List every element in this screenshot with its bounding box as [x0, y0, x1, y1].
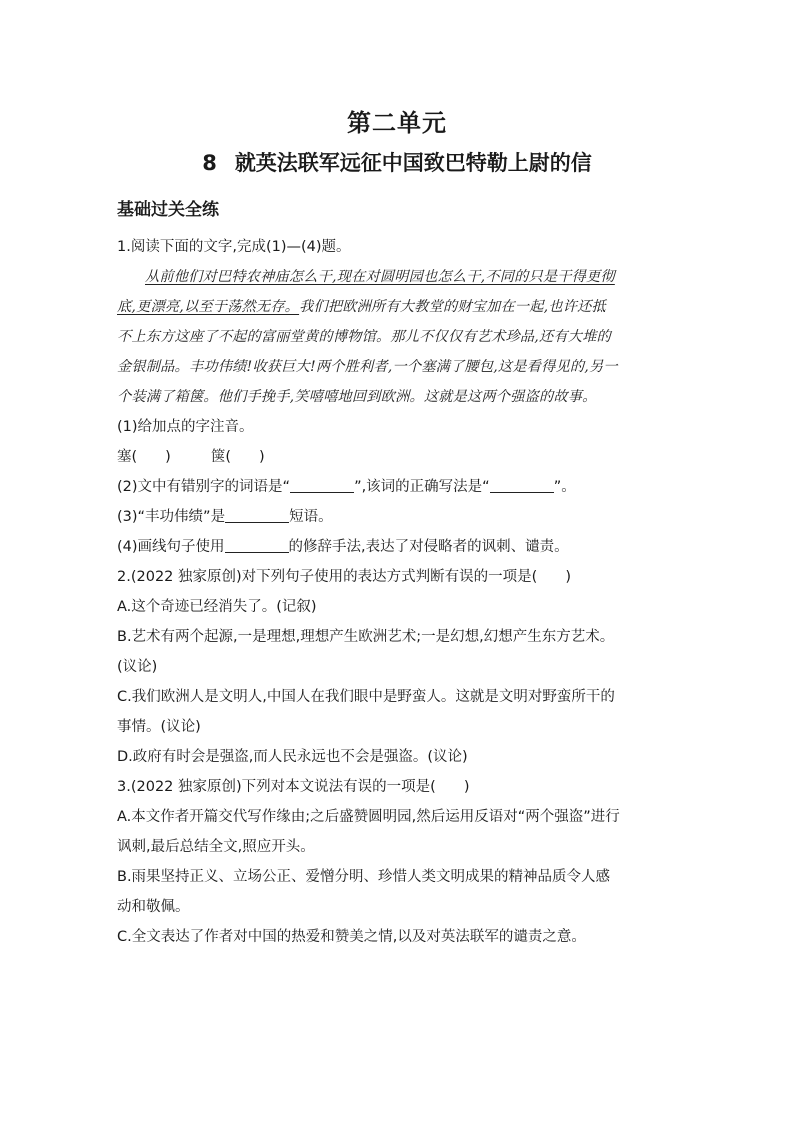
q2-option: B.艺术有两个起源,一是理想,理想产生欧洲艺术;一是幻想,幻想产生东方艺术。: [117, 629, 615, 645]
q3-option: B.雨果坚持正义、立场公正、爱憎分明、珍惜人类文明成果的精神品质令人感: [117, 869, 611, 885]
lesson-title-text: 就英法联军远征中国致巴特勒上尉的信: [234, 151, 592, 175]
lesson-title: [0, 147, 794, 177]
q1-stem: 1.阅读下面的文字,完成(1)—(4)题。: [117, 239, 351, 255]
q3-option: 动和敬佩。: [117, 899, 190, 915]
q3-option: A.本文作者开篇交代写作缘由;之后盛赞圆明园,然后运用反语对“两个强盗”进行: [117, 809, 620, 825]
char2-label: 箧(: [210, 449, 232, 465]
q1-sub2: (2)文中有错别字的词语是“ ”,该词的正确写法是“ ”。: [117, 479, 576, 495]
answer-blank[interactable]: [225, 538, 289, 553]
underlined-sentence: 底,更漂亮,以至于荡然无存。: [117, 299, 300, 315]
answer-blank[interactable]: [225, 508, 289, 523]
passage-line: [117, 262, 677, 292]
q1-sub1: (1)给加点的字注音。: [117, 419, 254, 435]
answer-blank[interactable]: [490, 478, 554, 493]
passage-line: 个装满了箱箧。他们手挽手,笑嘻嘻地回到欧洲。这就是这两个强盗的故事。: [117, 389, 597, 405]
underlined-sentence: 从前他们对巴特农神庙怎么干,现在对圆明园也怎么干,不同的只是干得更彻: [145, 269, 615, 285]
q2-option: 事情。(议论): [117, 719, 201, 735]
q1-sub3: (3)“丰功伟绩”是 短语。: [117, 509, 333, 525]
passage-line: 不上东方这座了不起的富丽堂黄的博物馆。那儿不仅仅有艺术珍品,还有大堆的: [117, 329, 611, 345]
answer-blank[interactable]: [290, 478, 354, 493]
q1-pinyin-row: 塞( ) 箧( ): [117, 449, 265, 465]
unit-title: 第二单元: [347, 109, 447, 137]
char1-label: 塞(: [117, 449, 138, 465]
q3-option: 讽刺,最后总结全文,照应开头。: [117, 839, 315, 855]
q1-passage: [117, 262, 677, 412]
q2-option: C.我们欧洲人是文明人,中国人在我们眼中是野蛮人。这就是文明对野蛮所干的: [117, 689, 615, 705]
lesson-number: 8: [202, 151, 217, 175]
q2-option: A.这个奇迹已经消失了。(记叙): [117, 599, 317, 615]
q2-option: D.政府有时会是强盗,而人民永远也不会是强盗。(议论): [117, 749, 468, 765]
q3-option: C.全文表达了作者对中国的热爱和赞美之情,以及对英法联军的谴责之意。: [117, 929, 586, 945]
passage-line: 金银制品。丰功伟绩!收获巨大!两个胜利者,一个塞满了腰包,这是看得见的,另一: [117, 359, 618, 375]
section-heading: 基础过关全练: [117, 200, 219, 220]
passage-line: 底,更漂亮,以至于荡然无存。我们把欧洲所有大教堂的财宝加在一起,也许还抵: [117, 299, 606, 315]
q2-option: (议论): [117, 659, 158, 675]
exercise-content: [117, 232, 677, 952]
q3-stem: 3.(2022 独家原创)下列对本文说法有误的一项是( ): [117, 779, 470, 795]
q2-stem: 2.(2022 独家原创)对下列句子使用的表达方式判断有误的一项是( ): [117, 569, 571, 585]
q1-sub4: (4)画线句子使用 的修辞手法,表达了对侵略者的讽刺、谴责。: [117, 539, 569, 555]
